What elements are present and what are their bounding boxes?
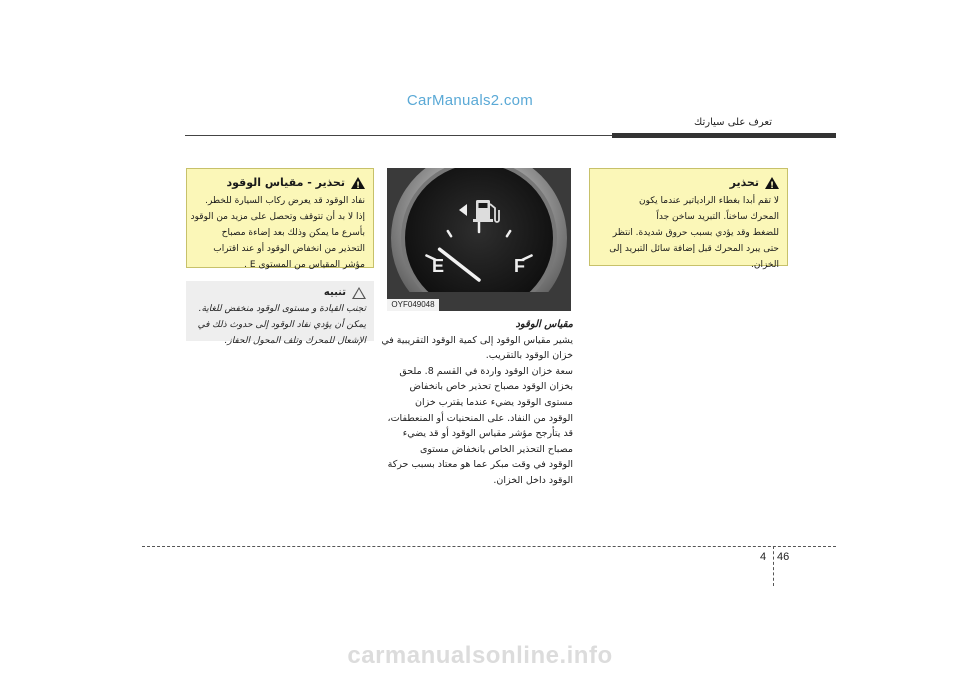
warning-title-text: تحذير - مقياس الوقود: [226, 176, 345, 189]
header-bar: [612, 133, 836, 138]
body-line: الوقود في وقت مبكر عما هو معتاد بسبب حركة: [387, 459, 573, 471]
warning-line: التحذير من انخفاض الوقود أو عند اقتراب: [213, 244, 365, 254]
body-line: الوقود من النفاد. على المنحنيات أو المنعطفات،: [387, 412, 573, 424]
body-line: بخزان الوقود مصباح تحذير خاص بانخفاض: [409, 381, 573, 393]
body-line: مستوى الوقود يضيء عندما يقترب خزان: [415, 396, 573, 408]
warning-line: بأسرع ما يمكن وذلك بعد إضاءة مصباح: [221, 228, 365, 238]
fuel-gauge-illustration: [387, 168, 571, 311]
footer-divider: [773, 546, 774, 586]
footer-rule: [142, 546, 836, 547]
notice-line: الإشعال للمحرك وتلف المحول الحفاز.: [224, 336, 366, 346]
watermark-top: CarManuals2.com: [406, 92, 534, 109]
notice-title-text: تنبيه: [323, 287, 346, 298]
warning-title-text: تحذير: [729, 176, 759, 189]
warning-icon: [765, 177, 779, 189]
warning-line: نفاد الوقود قد يعرض ركاب السيارة للخطر.: [205, 196, 365, 206]
warning-line: إذا لا بد أن تتوقف وتحصل على مزيد من الوقود: [190, 212, 365, 222]
body-line: يشير مقياس الوقود إلى كمية الوقود التقريبية في: [381, 334, 573, 346]
caution-icon: [352, 287, 366, 299]
image-code: OYF049048: [387, 299, 439, 311]
section-subtitle: مقياس الوقود: [515, 319, 573, 330]
body-line: سعة خزان الوقود واردة في القسم 8. ملحق: [399, 365, 573, 377]
section-title: تعرف على سيارتك: [694, 117, 772, 128]
gauge-label-empty: E: [432, 256, 445, 276]
fuel-gauge-svg: [387, 168, 571, 311]
warning-icon: [351, 177, 365, 189]
fuel-gauge-section: [383, 317, 573, 489]
warning-line: لا تقم أبدا بغطاء الرادياتير عندما يكون: [638, 196, 779, 206]
warning-line: للضغط وقد يؤدي بسبب حروق شديدة. انتظر: [612, 228, 779, 238]
body-line: الوقود داخل الخزان.: [493, 474, 573, 486]
warning-title: [195, 175, 365, 191]
notice-title: [194, 285, 366, 301]
body-line: خزان الوقود بالتقريب.: [485, 350, 573, 362]
warning-line: حتى يبرد المحرك قبل إضافة سائل التبريد إلى: [609, 244, 779, 254]
warning-line: المحرك ساخناً. التبريد ساخن جداً: [656, 212, 779, 222]
gauge-face: [405, 168, 553, 311]
warning-box-fuel-gauge: [186, 168, 374, 268]
notice-box: [186, 281, 374, 346]
warning-title: [598, 175, 779, 191]
warning-line: الخزان.: [751, 260, 779, 270]
gauge-label-full: F: [514, 256, 525, 276]
chapter-number: 4: [760, 551, 767, 563]
body-line: قد يتأرجح مؤشر مقياس الوقود أو قد يضيء: [402, 428, 573, 440]
warning-box-radiator: [589, 168, 788, 270]
page-number: 46: [777, 551, 790, 563]
notice-line: يمكن أن يؤدي نفاد الوقود إلى حدوث ذلك في: [197, 320, 366, 330]
body-line: مصباح التحذير الخاص بانخفاض مستوى: [419, 443, 573, 455]
notice-line: تجنب القيادة و مستوى الوقود منخفض للغاية.: [198, 304, 366, 314]
watermark-bottom: carmanualsonline.info: [347, 642, 613, 669]
warning-line: مؤشر المقياس من المستوى E .: [244, 260, 365, 270]
